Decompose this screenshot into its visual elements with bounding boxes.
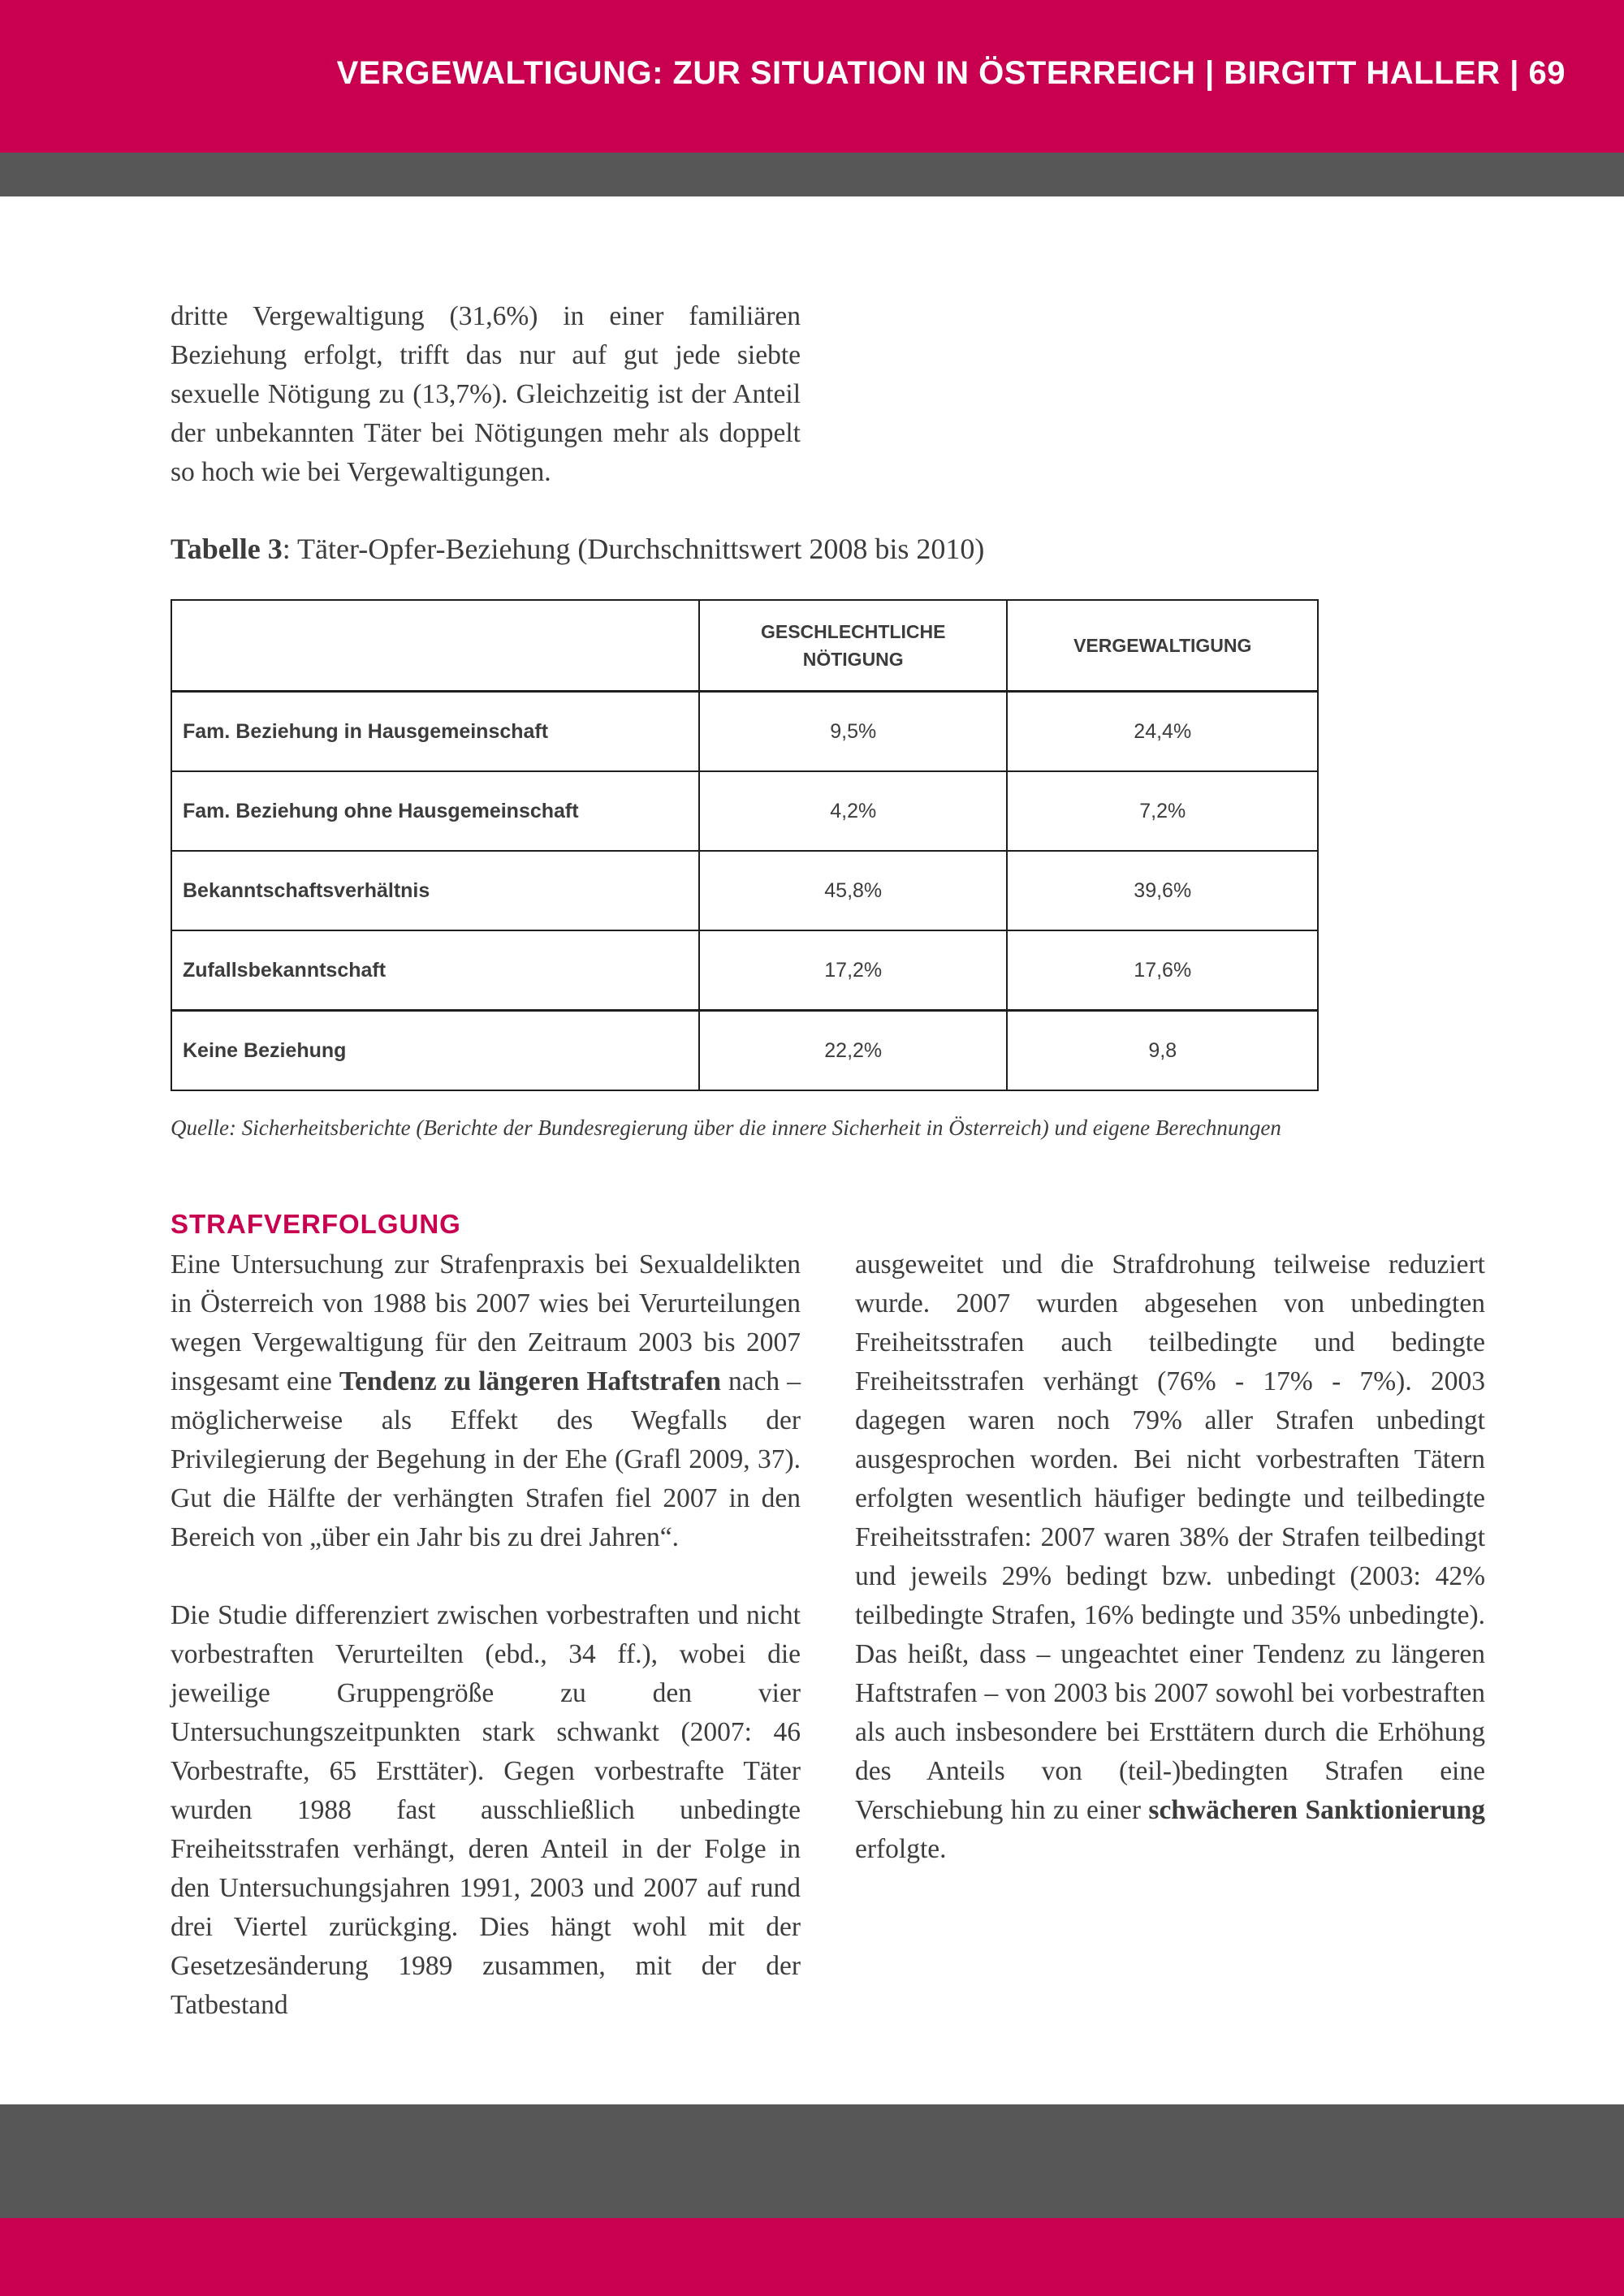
right-column-paragraph: ausgeweitet und die Strafdrohung teilweise reduziert wurde. 2007 wurden abgesehen von unbedingten Freiheitsstrafen auch teilbedingte und bedingte Freiheitsstrafen verhängt (76% - 17% - 7%). 2003 dagegen waren noch 79% aller Strafen unbedingt ausgesprochen worden. Bei nicht vorbestraften Tätern erfolgten wesentlich häufiger bedingte und teilbedingte Freiheitsstrafen: 2007 waren 38% der Strafen teilbedingt und jeweils 29% bedingt bzw. unbedingt (2003: 42% teilbedingte Strafen, 16% bedingte und 35% unbedingte). Das heißt, dass – ungeachtet einer Tendenz zu längeren Haftstrafen – von 2003 bis 2007 sowohl bei vorbestraften als auch insbesondere bei Ersttätern durch die Erhöhung des Anteils von (teil-)bedingten Strafen eine Verschiebung hin zu einer schwächeren Sanktionierung erfolgte. xyxy=(855,1249,1485,1864)
left-column xyxy=(171,1245,801,2064)
left-paragraph-1: Eine Untersuchung zur Strafenpraxis bei Sexualdelikten in Österreich von 1988 bis 2007 wies bei Verurteilungen wegen Vergewaltigung für den Zeitraum 2003 bis 2007 insgesamt eine Tendenz zu längeren Haftstrafen nach – möglicherweise als Effekt des Wegfalls der Privilegierung der Begehung in der Ehe (Grafl 2009, 37). Gut die Hälfte der verhängten Strafen fiel 2007 in den Bereich von „über ein Jahr bis zu drei Jahren“. xyxy=(171,1249,801,1552)
header-stripe xyxy=(0,153,1624,196)
cell-noetigung: 45,8% xyxy=(699,851,1008,930)
table-row xyxy=(171,1011,1318,1091)
table-caption-label: Tabelle 3 xyxy=(171,533,283,565)
header-bar xyxy=(0,0,1624,153)
row-label: Bekanntschaftsverhältnis xyxy=(171,851,699,930)
cell-vergewaltigung: 39,6% xyxy=(1007,851,1318,930)
table-header-row xyxy=(171,600,1318,692)
page-header-title: VERGEWALTIGUNG: ZUR SITUATION IN ÖSTERREICH | BIRGITT HALLER | 69 xyxy=(336,55,1566,91)
relationship-table xyxy=(171,599,1319,1091)
table-source-note: Quelle: Sicherheitsberichte (Berichte der Bundesregierung über die innere Sicherheit in Österreich) und eigene Berechnungen xyxy=(171,1116,1281,1140)
row-label: Zufallsbekanntschaft xyxy=(171,930,699,1011)
cell-noetigung: 17,2% xyxy=(699,930,1008,1011)
cell-noetigung: 9,5% xyxy=(699,692,1008,772)
table-header-empty xyxy=(171,600,699,692)
cell-noetigung: 22,2% xyxy=(699,1011,1008,1091)
footer-bar xyxy=(0,2218,1624,2296)
table-row xyxy=(171,692,1318,772)
table-caption xyxy=(171,529,984,568)
table-header-vergewaltigung: VERGEWALTIGUNG xyxy=(1007,600,1318,692)
table-header-noetigung: GESCHLECHTLICHE NÖTIGUNG xyxy=(699,600,1008,692)
table-caption-text: : Täter-Opfer-Beziehung (Durchschnittswert 2008 bis 2010) xyxy=(282,533,985,565)
cell-vergewaltigung: 9,8 xyxy=(1007,1011,1318,1091)
cell-vergewaltigung: 17,6% xyxy=(1007,930,1318,1011)
row-label: Fam. Beziehung ohne Hausgemeinschaft xyxy=(171,771,699,851)
left-paragraph-2: Die Studie differenziert zwischen vorbestraften und nicht vorbestraften Verurteilten (ebd., 34 ff.), wobei die jeweilige Gruppengröße zu den vier Untersuchungszeitpunkten stark schwankt (2007: 46 Vorbestrafte, 65 Ersttäter). Gegen vorbestrafte Täter wurden 1988 fast ausschließlich unbedingte Freiheitsstrafen verhängt, deren Anteil in der Folge in den Untersuchungsjahren 1991, 2003 und 2007 auf rund drei Viertel zurückging. Dies hängt wohl mit der Gesetzesänderung 1989 zusammen, mit der der Tatbestand xyxy=(171,1600,801,2020)
footer-stripe xyxy=(0,2104,1624,2218)
row-label: Fam. Beziehung in Hausgemeinschaft xyxy=(171,692,699,772)
table-row xyxy=(171,771,1318,851)
cell-noetigung: 4,2% xyxy=(699,771,1008,851)
row-label: Keine Beziehung xyxy=(171,1011,699,1091)
cell-vergewaltigung: 7,2% xyxy=(1007,771,1318,851)
emphasis-text: Tendenz zu längeren Haftstrafen xyxy=(339,1366,721,1396)
intro-paragraph: dritte Vergewaltigung (31,6%) in einer familiären Beziehung erfolgt, trifft das nur auf gut jede siebte sexuelle Nötigung zu (13,7%). Gleichzeitig ist der Anteil der unbekannten Täter bei Nötigungen mehr als doppelt so hoch wie bei Vergewaltigungen. xyxy=(171,301,801,487)
table-row xyxy=(171,851,1318,930)
table-row xyxy=(171,930,1318,1011)
cell-vergewaltigung: 24,4% xyxy=(1007,692,1318,772)
section-heading: STRAFVERFOLGUNG xyxy=(171,1209,461,1239)
emphasis-text: schwächeren Sanktionierung xyxy=(1148,1795,1485,1825)
